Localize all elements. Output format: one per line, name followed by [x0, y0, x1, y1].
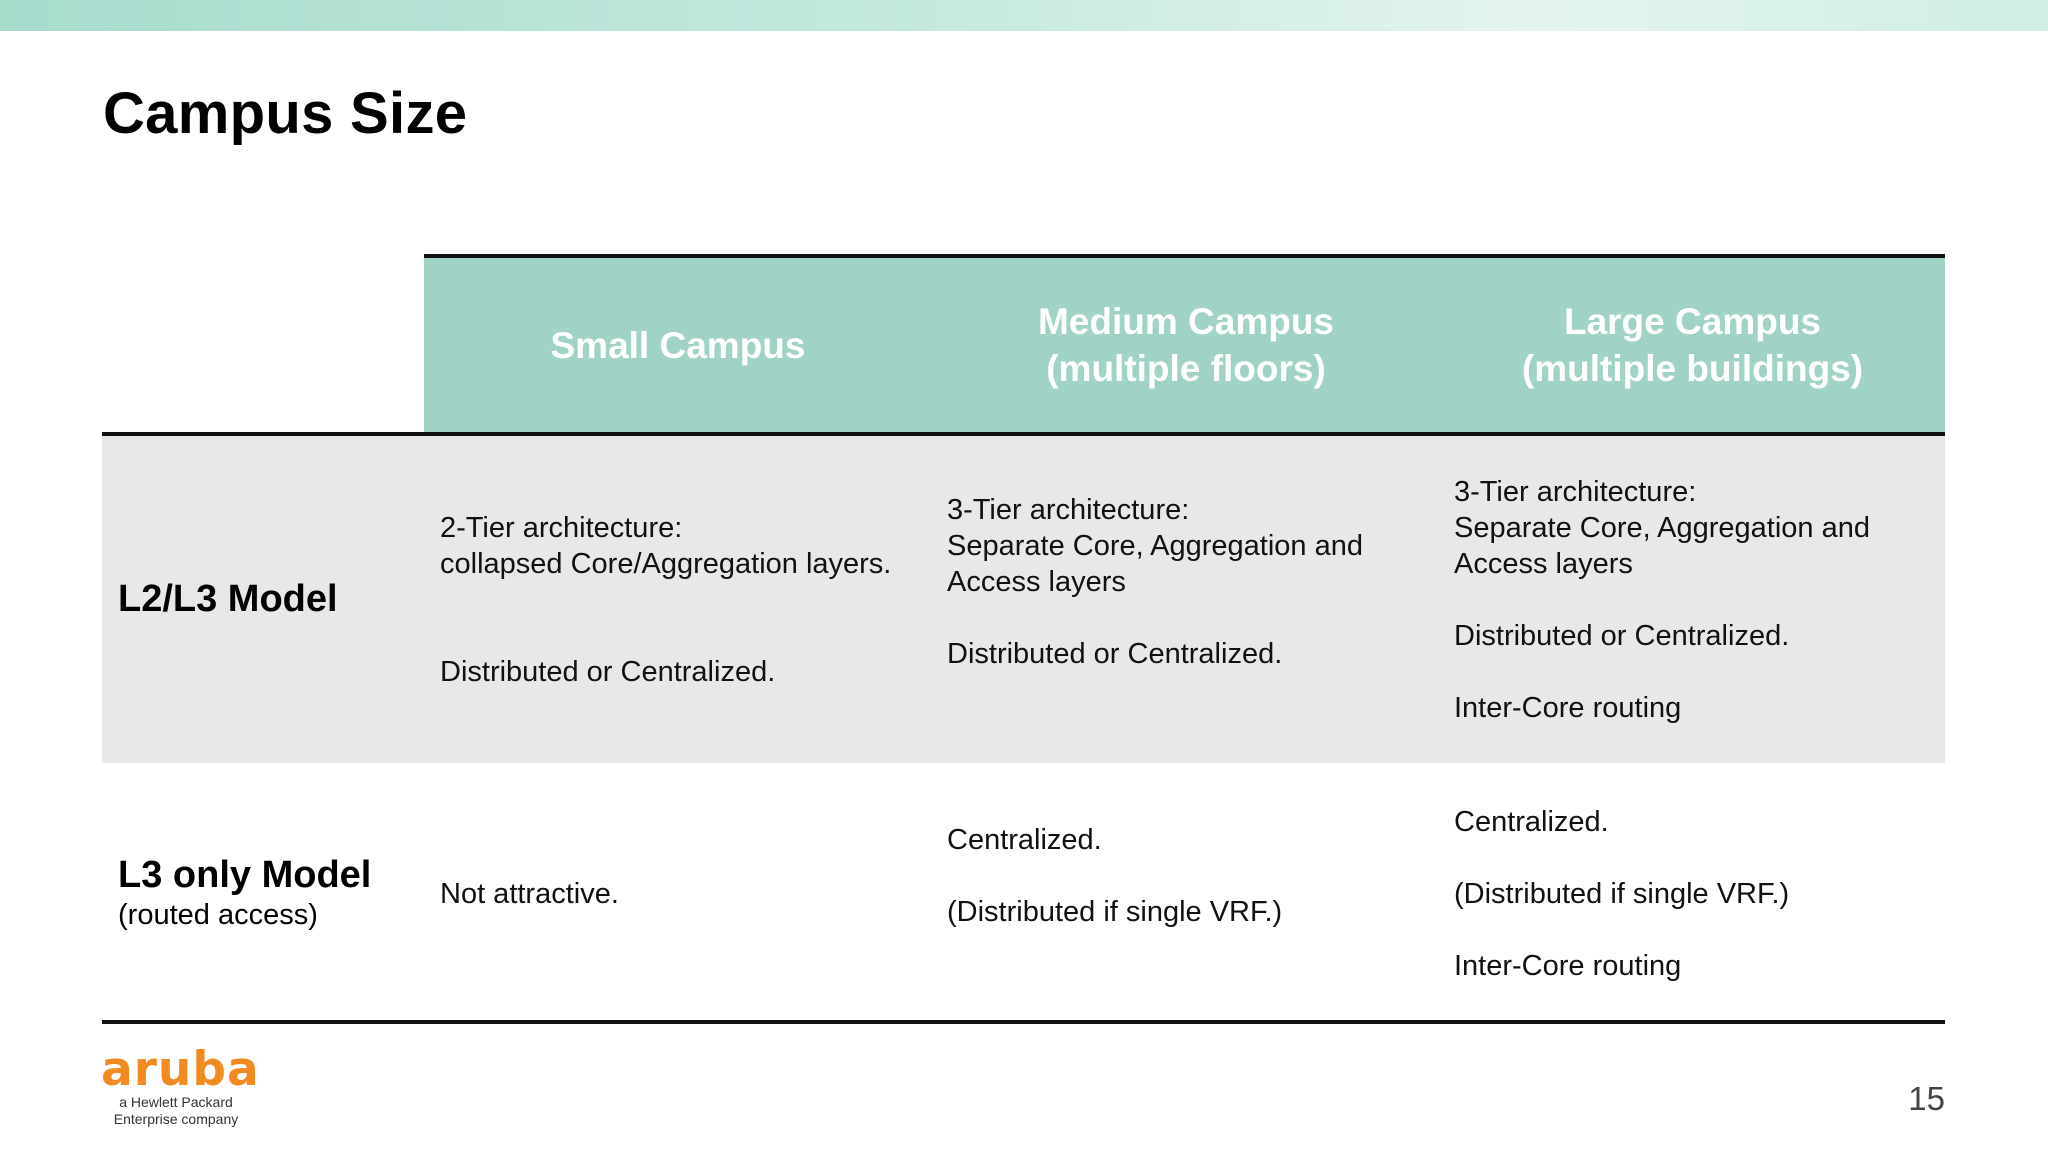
cell-line: 2-Tier architecture:	[440, 512, 683, 544]
cell-l3only-small	[440, 876, 619, 912]
column-header-medium-campus	[932, 258, 1440, 432]
cell-line: collapsed Core/Aggregation layers.	[440, 548, 892, 580]
cell-line: Distributed or Centralized.	[1454, 620, 1790, 652]
cell-line: Inter-Core routing	[1454, 950, 1682, 982]
cell-spacer	[440, 582, 891, 618]
cell-spacer	[947, 858, 1282, 894]
cell-line: 3-Tier architecture:	[947, 494, 1190, 526]
logo-wordmark: aruba	[101, 1042, 260, 1097]
logo-tagline-line1: a Hewlett Packard	[119, 1094, 233, 1110]
cell-line: (Distributed if single VRF.)	[1454, 878, 1790, 910]
cell-line: Centralized.	[1454, 806, 1609, 838]
column-header-line: Small Campus	[550, 324, 806, 366]
cell-line: Distributed or Centralized.	[947, 638, 1283, 670]
cell-spacer	[947, 600, 1363, 636]
row-label-subtitle: (routed access)	[118, 899, 318, 931]
column-header-line: Medium Campus	[1037, 301, 1335, 342]
row-label-title: L3 only Model	[118, 854, 372, 896]
cell-l2l3-large	[1454, 474, 1870, 726]
column-header-line: (multiple floors)	[1046, 348, 1326, 389]
cell-spacer	[1454, 654, 1870, 690]
column-header-small-campus	[424, 258, 932, 432]
cell-line: Separate Core, Aggregation and	[1454, 512, 1870, 544]
cell-line: Separate Core, Aggregation and	[947, 530, 1363, 562]
row-label-l3only	[118, 854, 371, 932]
cell-line: Inter-Core routing	[1454, 692, 1682, 724]
column-header-line: (multiple buildings)	[1521, 348, 1864, 389]
cell-line: Distributed or Centralized.	[440, 656, 776, 688]
cell-l2l3-small	[440, 510, 891, 690]
logo-tagline-line2: Enterprise company	[113, 1111, 239, 1127]
cell-line: Not attractive.	[440, 878, 619, 910]
cell-spacer	[1454, 582, 1870, 618]
cell-line: Access layers	[947, 566, 1126, 598]
cell-l2l3-medium	[947, 492, 1363, 672]
cell-line: Centralized.	[947, 824, 1102, 856]
row-label-title: L2/L3 Model	[118, 578, 338, 620]
page-number: 15	[1908, 1080, 1945, 1117]
cell-spacer	[1454, 840, 1789, 876]
table-bottom-rule	[102, 1020, 1945, 1024]
slide-title: Campus Size	[103, 81, 468, 146]
row-label-l2l3	[118, 578, 338, 621]
column-header-large-campus	[1440, 258, 1945, 432]
cell-l3only-medium	[947, 822, 1282, 930]
top-accent-band	[0, 0, 2048, 31]
cell-spacer	[1454, 912, 1789, 948]
cell-spacer	[440, 618, 891, 654]
cell-line: Access layers	[1454, 548, 1633, 580]
cell-line: (Distributed if single VRF.)	[947, 896, 1283, 928]
cell-line: 3-Tier architecture:	[1454, 476, 1697, 508]
column-header-line: Large Campus	[1563, 301, 1821, 342]
aruba-logo	[101, 1042, 260, 1127]
cell-l3only-large	[1454, 804, 1789, 984]
